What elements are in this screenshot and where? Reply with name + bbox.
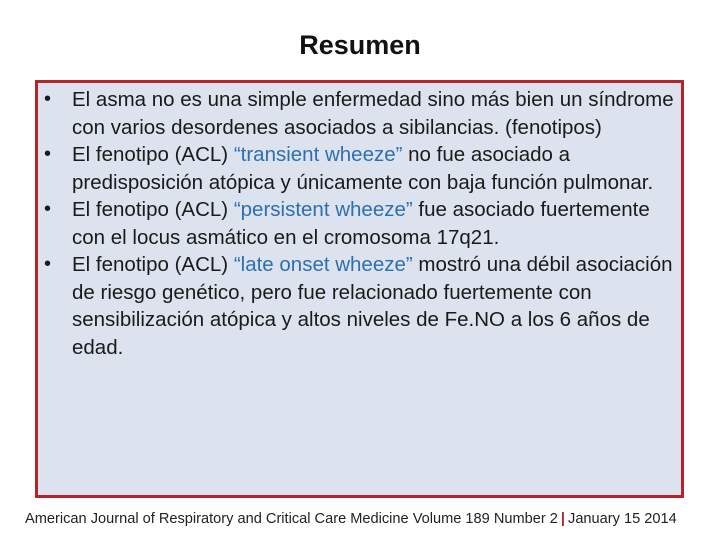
bullet-text: El asma no es una simple enfermedad sino más bien un síndrome con varios desordenes asociados a sibilancias. (fenotipos) <box>72 88 674 139</box>
bullet-marker: • <box>44 253 52 275</box>
bullet-marker: • <box>44 198 52 220</box>
bullet-list <box>42 86 682 361</box>
slide-title: Resumen <box>299 30 421 60</box>
phenotype-quote: “late onset wheeze” <box>233 253 413 276</box>
bullet-item-1 <box>42 86 682 141</box>
bullet-item-2 <box>42 141 682 196</box>
bullet-item-4 <box>42 251 682 361</box>
bullet-item-3 <box>42 196 682 251</box>
citation-journal: American Journal of Respiratory and Critical Care Medicine Volume 189 Number 2 <box>25 511 558 527</box>
phenotype-quote: “transient wheeze” <box>233 143 403 166</box>
citation-separator: | <box>560 511 566 527</box>
citation-date: January 15 2014 <box>568 511 677 527</box>
bullet-text: fue asociado fuertemente con el locus asmático en el cromosoma 17q21. <box>72 198 650 249</box>
bullet-marker: • <box>44 88 52 110</box>
journal-citation <box>25 511 715 527</box>
bullet-text: El fenotipo (ACL) <box>72 143 234 166</box>
bullet-text: El fenotipo (ACL) <box>72 253 234 276</box>
bullet-text: mostró una débil asociación de riesgo genético, pero fue relacionado fuertemente con sensibilización atópica y altos niveles de Fe.NO a los 6 años de edad. <box>72 253 673 359</box>
bullet-text: El fenotipo (ACL) <box>72 198 234 221</box>
bullet-text: no fue asociado a predisposición atópica y únicamente con baja función pulmonar. <box>72 143 654 194</box>
bullet-marker: • <box>44 143 52 165</box>
phenotype-quote: “persistent wheeze” <box>233 198 413 221</box>
